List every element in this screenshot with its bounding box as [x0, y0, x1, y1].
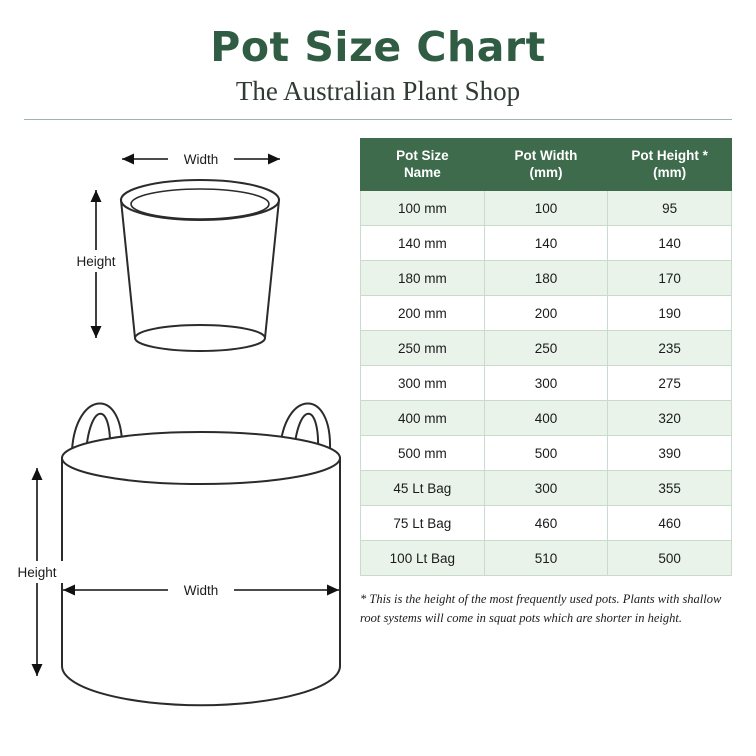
table-row — [361, 366, 732, 401]
header-line-2: (mm) — [653, 164, 687, 180]
header-divider — [24, 119, 732, 120]
cell-pot-height: 170 — [608, 261, 732, 296]
header-divider-wrap — [0, 119, 756, 120]
cell-pot-size-name: 200 mm — [361, 296, 485, 331]
table-head — [361, 138, 732, 191]
table-header-row — [361, 138, 732, 191]
cell-pot-size-name: 250 mm — [361, 331, 485, 366]
page-content — [0, 138, 756, 718]
pot-diagrams — [0, 138, 360, 718]
plastic-pot-illustration — [121, 180, 279, 351]
table-row — [361, 401, 732, 436]
cell-pot-height: 320 — [608, 401, 732, 436]
table-row — [361, 296, 732, 331]
page-subtitle: The Australian Plant Shop — [235, 76, 521, 107]
header-line-2: (mm) — [529, 164, 563, 180]
page-header — [0, 0, 756, 120]
diagram-column — [0, 138, 360, 718]
cell-pot-height: 355 — [608, 471, 732, 506]
cell-pot-width: 140 — [484, 226, 608, 261]
table-row — [361, 226, 732, 261]
table-row — [361, 471, 732, 506]
cell-pot-size-name: 75 Lt Bag — [361, 506, 485, 541]
table-body — [361, 191, 732, 576]
table-row — [361, 191, 732, 226]
table-row — [361, 541, 732, 576]
cell-pot-size-name: 140 mm — [361, 226, 485, 261]
table-row — [361, 436, 732, 471]
cell-pot-height: 235 — [608, 331, 732, 366]
table-row — [361, 331, 732, 366]
cell-pot-size-name: 300 mm — [361, 366, 485, 401]
cell-pot-width: 100 — [484, 191, 608, 226]
cell-pot-width: 510 — [484, 541, 608, 576]
cell-pot-width: 250 — [484, 331, 608, 366]
cell-pot-height: 390 — [608, 436, 732, 471]
pot-height-label: Height — [76, 253, 116, 269]
header-line-1: Pot Height * — [631, 147, 708, 163]
cell-pot-size-name: 100 Lt Bag — [361, 541, 485, 576]
table-footnote: * This is the height of the most frequently used pots. Plants with shallow root systems will come in squat pots which are shorter in height. — [360, 592, 722, 625]
cell-pot-height: 190 — [608, 296, 732, 331]
cell-pot-width: 460 — [484, 506, 608, 541]
cell-pot-width: 300 — [484, 471, 608, 506]
table-row — [361, 506, 732, 541]
cell-pot-width: 200 — [484, 296, 608, 331]
cell-pot-height: 275 — [608, 366, 732, 401]
column-header-pot-size-name — [361, 138, 485, 191]
table-column — [360, 138, 756, 718]
bag-width-label: Width — [183, 582, 219, 598]
header-line-1: Pot Width — [514, 147, 578, 163]
pot-size-table — [360, 138, 732, 577]
cell-pot-width: 300 — [484, 366, 608, 401]
table-row — [361, 261, 732, 296]
page-title: Pot Size Chart — [210, 23, 546, 71]
cell-pot-size-name: 180 mm — [361, 261, 485, 296]
pot-width-label: Width — [183, 151, 219, 167]
cell-pot-height: 460 — [608, 506, 732, 541]
cell-pot-size-name: 400 mm — [361, 401, 485, 436]
header-line-1: Pot Size — [396, 147, 449, 163]
bag-height-label: Height — [17, 564, 57, 580]
cell-pot-width: 500 — [484, 436, 608, 471]
cell-pot-height: 140 — [608, 226, 732, 261]
column-header-pot-width — [484, 138, 608, 191]
header-line-2: Name — [403, 164, 441, 180]
cell-pot-width: 400 — [484, 401, 608, 436]
column-header-pot-height — [608, 138, 732, 191]
cell-pot-height: 95 — [608, 191, 732, 226]
cell-pot-size-name: 100 mm — [361, 191, 485, 226]
cell-pot-size-name: 45 Lt Bag — [361, 471, 485, 506]
cell-pot-size-name: 500 mm — [361, 436, 485, 471]
grow-bag-illustration — [62, 432, 340, 705]
cell-pot-height: 500 — [608, 541, 732, 576]
cell-pot-width: 180 — [484, 261, 608, 296]
